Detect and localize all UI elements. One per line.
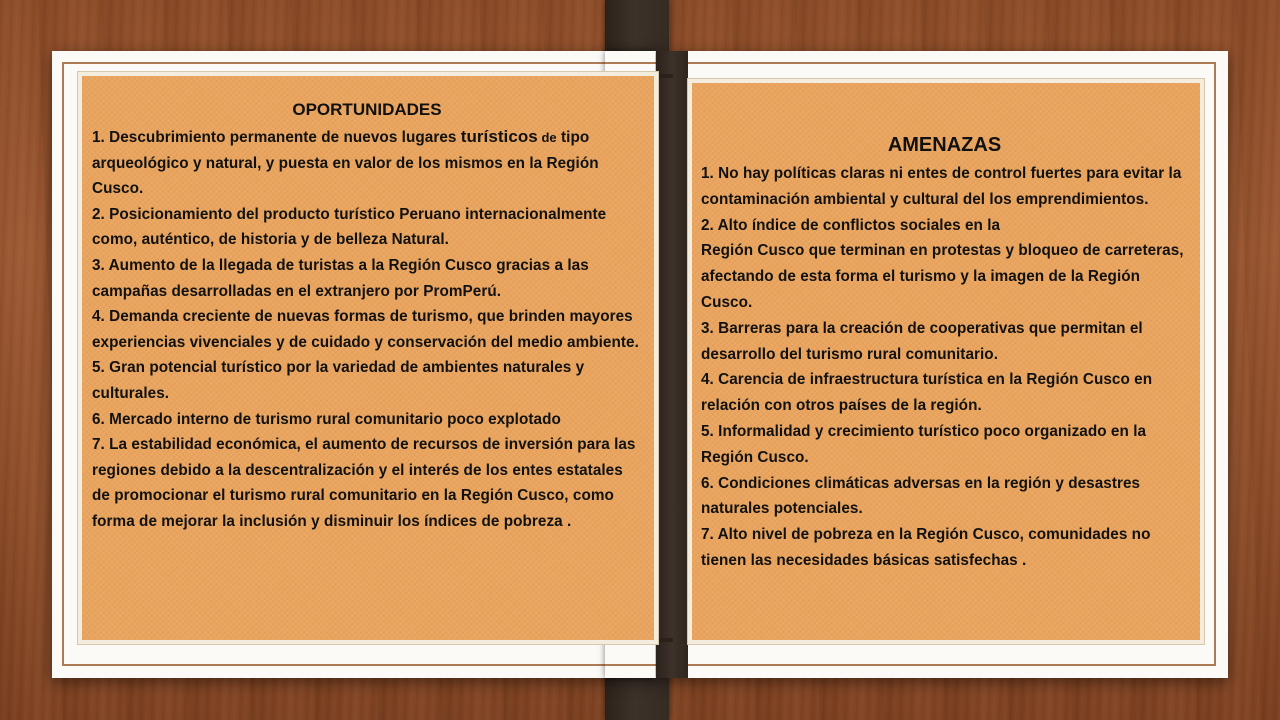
oportunidad-item-5: 5. Gran potencial turístico por la variedad de ambientes naturales y culturales. xyxy=(92,359,585,402)
oportunidades-panel xyxy=(78,72,658,644)
amenaza-item-7: 7. Alto nivel de pobreza en la Región Cusco, comunidades no tienen las necesidades básicas satisfechas . xyxy=(701,526,1151,569)
amenaza-item-3: 3. Barreras para la creación de cooperativas que permitan el desarrollo del turismo rural comunitario. xyxy=(701,319,1143,363)
binder-strap-center xyxy=(656,51,688,678)
amenazas-panel xyxy=(688,79,1204,644)
oportunidades-list xyxy=(92,124,642,535)
oportunidad-item-2: 2. Posicionamiento del producto turístico Peruano internacionalmente como, auténtico, de historia y de belleza Natural. xyxy=(92,205,607,249)
amenaza-item-2: 2. Alto índice de conflictos sociales en la xyxy=(701,216,1001,234)
oportunidad-item-7: 7. La estabilidad económica, el aumento de recursos de inversión para las regiones debido a la descentralización y el interés de los entes estatales de promocionar el turismo rural comunitario en la Región Cusco, como forma de mejorar la inclusión y disminuir los índices de pobreza . xyxy=(92,436,636,530)
amenaza-item-6: 6. Condiciones climáticas adversas en la región y desastres naturales potenciales. xyxy=(701,474,1141,518)
amenaza-item-1: 1. No hay políticas claras ni entes de control fuertes para evitar la contaminación ambiental y cultural del los emprendimientos. xyxy=(701,165,1182,208)
amenaza-item-2-cont: Región Cusco que terminan en protestas y bloqueo de carreteras, afectando de esta forma el turismo y la imagen de la Región Cusco. xyxy=(701,242,1184,311)
amenaza-item-5: 5. Informalidad y crecimiento turístico poco organizado en la Región Cusco. xyxy=(701,422,1147,466)
oportunidad-item-1-highlight: turísticos xyxy=(460,127,538,146)
amenaza-item-4: 4. Carencia de infraestructura turística en la Región Cusco en relación con otros países de la región. xyxy=(701,371,1153,415)
oportunidad-item-3: 3. Aumento de la llegada de turistas a la Región Cusco gracias a las campañas desarrolladas en el extranjero por PromPerú. xyxy=(92,256,589,300)
oportunidad-item-6: 6. Mercado interno de turismo rural comunitario poco explotado xyxy=(92,410,561,428)
oportunidad-item-1-prefix: 1. Descubrimiento permanente de nuevos lugares xyxy=(92,129,461,146)
oportunidad-item-1 xyxy=(92,124,642,202)
oportunidades-title: OPORTUNIDADES xyxy=(292,100,442,119)
amenazas-title: AMENAZAS xyxy=(887,134,1002,156)
amenazas-list xyxy=(701,161,1188,574)
oportunidad-item-1-rest: tipo arqueológico y natural, y puesta en valor de los mismos en la Región Cusco. xyxy=(92,129,599,198)
oportunidad-item-1-de: de xyxy=(537,130,557,145)
oportunidad-item-4: 4. Demanda creciente de nuevas formas de turismo, que brinden mayores experiencias vivenciales y de cuidado y conservación del medio ambiente. xyxy=(92,308,639,351)
